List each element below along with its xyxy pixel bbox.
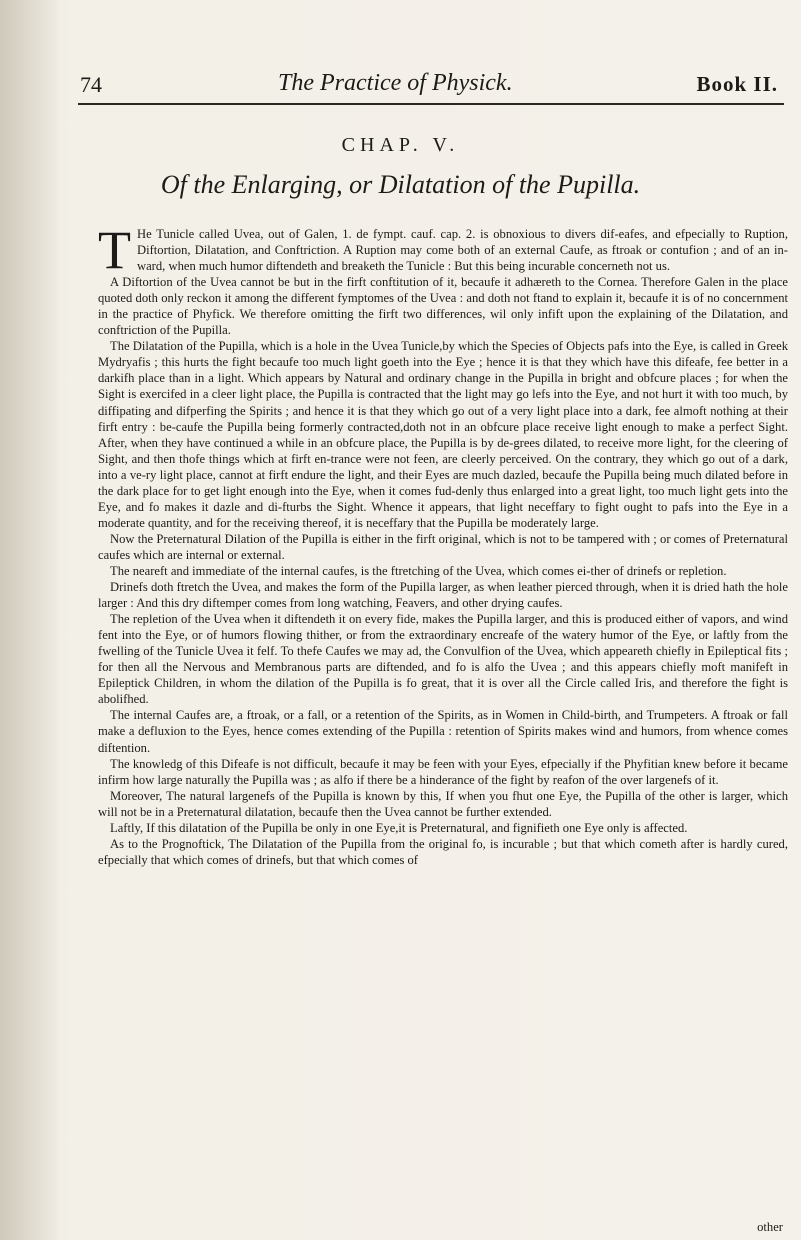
book-label: Book II.	[696, 72, 778, 96]
paragraph: The Dilatation of the Pupilla, which is a hole in the Uvea Tunicle,by which the Species of Objects pafs into the Eye, is called in Greek Mydryafis ; this hurts the fight becaufe too much light goeth into the Eye ; hence it is that they which have this difeafe, fee better in a darkifh place than in a light. Which appears by Natural and ordinary change in the Pupilla in bright and obfcure places ; for when the Sight is exercifed in a cleer light place, the Pupilla is contracted that the light may go lefs into the Eye, and not hurt it with too much, by diffipating and difperfing the Spirits ; and hence it is that they which go out of a very light place into a dark, fee almoft nothing at their firft entry : be-caufe the Pupilla being formerly contracted,doth not in an obfcure place receive light enough to make a perfect Sight. After, when they have continued a while in an obfcure place, the Pupilla is by de-grees dilated, to receive more light, for the cleering of Sight, and then thofe things which at firft en-trance were not feen, are cleerly perceived. On the contrary, they which go out of a dark, into a ve-ry light place, cannot at firft endure the light, and their Eyes are much dazled, becaufe the Pupilla being much dilated before in the dark place for to get light enough into the Eye, when it comes fud-denly thus enlarged into a great light, too much light gets into the Eye, and fo makes it dazle and di-fturbs the Sight. Whence it appears, that light neceffary to fight ought to pafs into the Eye in a moderate quantity, and for the receiving thereof, it is neceffary that the Pupilla be moderately large.	[98, 339, 788, 530]
drop-cap: T	[98, 220, 131, 280]
paragraph: The internal Caufes are, a ftroak, or a fall, or a retention of the Spirits, as in Women in Child-birth, and Trumpeters. A ftroak or fall make a defluxion to the Eyes, hence comes extending of the Pupilla : retention of Spirits makes wind and humors, from whence comes diftention.	[98, 708, 788, 755]
paragraph: The knowledg of this Difeafe is not difficult, becaufe it may be feen with your Eyes, efpecially if the Phyfitian knew before it became infirm how large naturally the Pupilla was ; as alfo if there be a hinderance of the fight by reafon of the over largenefs of it.	[98, 756, 788, 787]
chapter-title: Of the Enlarging, or Dilatation of the Pupilla.	[160, 170, 641, 199]
paragraph: The repletion of the Uvea when it diftendeth it on every fide, makes the Pupilla larger, and this is produced either of vapors, and wind fent into the Eye, or of humors flowing thither, or from the extraordinary encreafe of the watery humor of the Eye, or laftly from the fwelling of the Tunicle Uvea it felf. To thefe Caufes we may ad, the Convulfion of the Uvea, which appeareth chiefly in Epileptical fits ; for then all the Nervous and Membranous parts are diftended, and fo is alfo the Uvea ; and this appears chiefly moft manifeft in Epileptick Children, in whom the dilation of the Pupilla is fo great, that it is over all the Circle called Iris, and therefore the fight is abolifhed.	[98, 612, 788, 707]
paragraph: A Diftortion of the Uvea cannot be but in the firft conftitution of it, becaufe it adhæreth to the Cornea. Therefore Galen in the place quoted doth only reckon it among the different fymptomes of the Uvea : and doth not ftand to explain it, becaufe it is of no concernment in the practice of Phyfick. We therefore omitting the firft two differences, wil only infift upon the explaining of the Dilatation, and conftriction of the Pupilla.	[98, 275, 788, 338]
paragraph: Now the Preternatural Dilation of the Pupilla is either in the firft original, which is not to be tampered with ; or comes of Preternatural caufes which are internal or external.	[98, 531, 788, 562]
body-text	[98, 220, 788, 868]
paragraph: Moreover, The natural largenefs of the Pupilla is known by this, If when you fhut one Eye, the Pupilla of the other is larger, which will not be in a Preternatural dilatation, becaufe then the Uvea cannot be further extended.	[98, 788, 788, 819]
running-header	[78, 68, 790, 102]
paragraph	[98, 220, 788, 280]
header-rule	[78, 103, 784, 105]
paragraph-text: He Tunicle called Uvea, out of Galen, 1. de fympt. cauf. cap. 2. is obnoxious to divers dif-eafes, and efpecially to Ruption, Diftortion, Dilatation, and Conftriction. A Ruption may come both of an external Caufe, as ftroak or contufion ; and of an in-ward, when much humor diftendeth and breaketh the Tunicle : But this being incurable concerneth not us.	[137, 227, 788, 274]
catchword: other	[757, 1220, 783, 1234]
paragraph: The neareft and immediate of the internal caufes, is the ftretching of the Uvea, which comes ei-ther of drinefs or repletion.	[110, 563, 727, 578]
paragraph: As to the Prognoftick, The Dilatation of the Pupilla from the original fo, is incurable ; but that which cometh after is hardly cured, efpecially that which comes of drinefs, but that which comes of	[98, 836, 788, 867]
page-number: 74	[80, 72, 102, 97]
paragraph: Drinefs doth ftretch the Uvea, and makes the form of the Pupilla larger, as when leather pierced through, when it is dried hath the hole larger : And this dry diftemper comes from long watching, Feavers, and other drying caufes.	[98, 580, 788, 611]
paragraph: Laftly, If this dilatation of the Pupilla be only in one Eye,it is Preternatural, and fignifieth one Eye only is affected.	[110, 820, 688, 835]
chapter-heading: CHAP. V.	[341, 134, 460, 156]
running-title: The Practice of Physick.	[278, 70, 513, 96]
